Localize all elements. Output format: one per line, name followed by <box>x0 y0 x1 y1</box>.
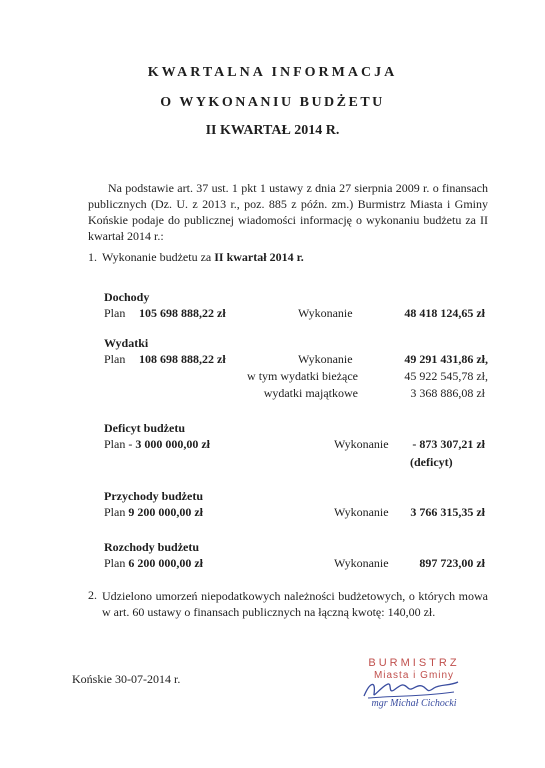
przychody-plan <box>104 505 203 519</box>
deficyt-plan-label: Plan - <box>104 437 136 451</box>
dochody-exec-label: Wykonanie <box>298 306 353 320</box>
dochody-heading: Dochody <box>104 290 150 304</box>
wydatki-heading: Wydatki <box>104 336 149 350</box>
deficyt-exec-label: Wykonanie <box>334 437 389 451</box>
intro-paragraph: Na podstawie art. 37 ust. 1 pkt 1 ustawy z dnia 27 sierpnia 2009 r. o finansach publicznych (Dz. U. z 2013 r., poz. 885 z późn. zm.) Burmistrz Miasta i Gminy Końskie podaje do publicznej wiadomości informację o wykonaniu budżetu za II kwartał 2014 r.: <box>88 181 488 243</box>
item2-text: Udzielono umorzeń niepodatkowych należności budżetowych, o których mowa w art. 60 ustawy o finansach publicznych na łączną kwotę: 140,00 zł. <box>102 589 488 619</box>
wydatki-capital-label: wydatki majątkowe <box>263 386 358 400</box>
wydatki-plan-value: 108 698 888,22 zł <box>139 352 226 366</box>
rozchody-plan-label: Plan <box>104 556 129 570</box>
przychody-heading: Przychody budżetu <box>104 489 203 503</box>
deficyt-heading: Deficyt budżetu <box>104 421 185 435</box>
przychody-exec-value: 3 766 315,35 zł <box>410 505 485 519</box>
deficyt-exec-value: - 873 307,21 zł <box>412 437 485 451</box>
przychody-exec-label: Wykonanie <box>334 505 389 519</box>
dochody-exec-value: 48 418 124,65 zł <box>404 306 485 320</box>
item1-number: 1. <box>88 250 97 264</box>
wydatki-current-value: 45 922 545,78 zł, <box>404 369 488 383</box>
stamp-title: BURMISTRZ <box>368 657 460 669</box>
item1-text <box>102 250 304 264</box>
dochody-plan-value: 105 698 888,22 zł <box>139 306 226 320</box>
stamp-subtitle: Miasta i Gminy <box>373 670 455 681</box>
rozchody-plan <box>104 556 203 570</box>
rozchody-plan-value: 6 200 000,00 zł <box>128 556 204 570</box>
wydatki-plan-label: Plan <box>104 352 126 366</box>
doc-title-line3: II KWARTAŁ 2014 R. <box>205 123 340 138</box>
przychody-plan-value: 9 200 000,00 zł <box>128 505 204 519</box>
wydatki-current-label: w tym wydatki bieżące <box>247 369 358 383</box>
doc-title-line1: KWARTALNA INFORMACJA <box>147 65 398 80</box>
item1-text-plain: Wykonanie budżetu za <box>102 250 215 264</box>
rozchody-heading: Rozchody budżetu <box>104 540 200 554</box>
rozchody-exec-value: 897 723,00 zł <box>419 556 485 570</box>
item1-text-bold: II kwartał 2014 r. <box>214 250 304 264</box>
przychody-plan-label: Plan <box>104 505 129 519</box>
deficyt-note: (deficyt) <box>410 455 453 469</box>
deficyt-plan-value: 3 000 000,00 zł <box>135 437 211 451</box>
rozchody-exec-label: Wykonanie <box>334 556 389 570</box>
signatory-name: mgr Michał Cichocki <box>371 698 457 709</box>
wydatki-exec-label: Wykonanie <box>298 352 353 366</box>
item2-number: 2. <box>88 588 97 602</box>
wydatki-exec-value: 49 291 431,86 zł, <box>404 352 488 366</box>
wydatki-capital-value: 3 368 886,08 zł <box>410 386 485 400</box>
doc-title-line2: O WYKONANIU BUDŻETU <box>160 95 385 110</box>
place-date: Końskie 30-07-2014 r. <box>72 672 181 686</box>
dochody-plan-label: Plan <box>104 306 126 320</box>
deficyt-plan <box>104 437 210 451</box>
